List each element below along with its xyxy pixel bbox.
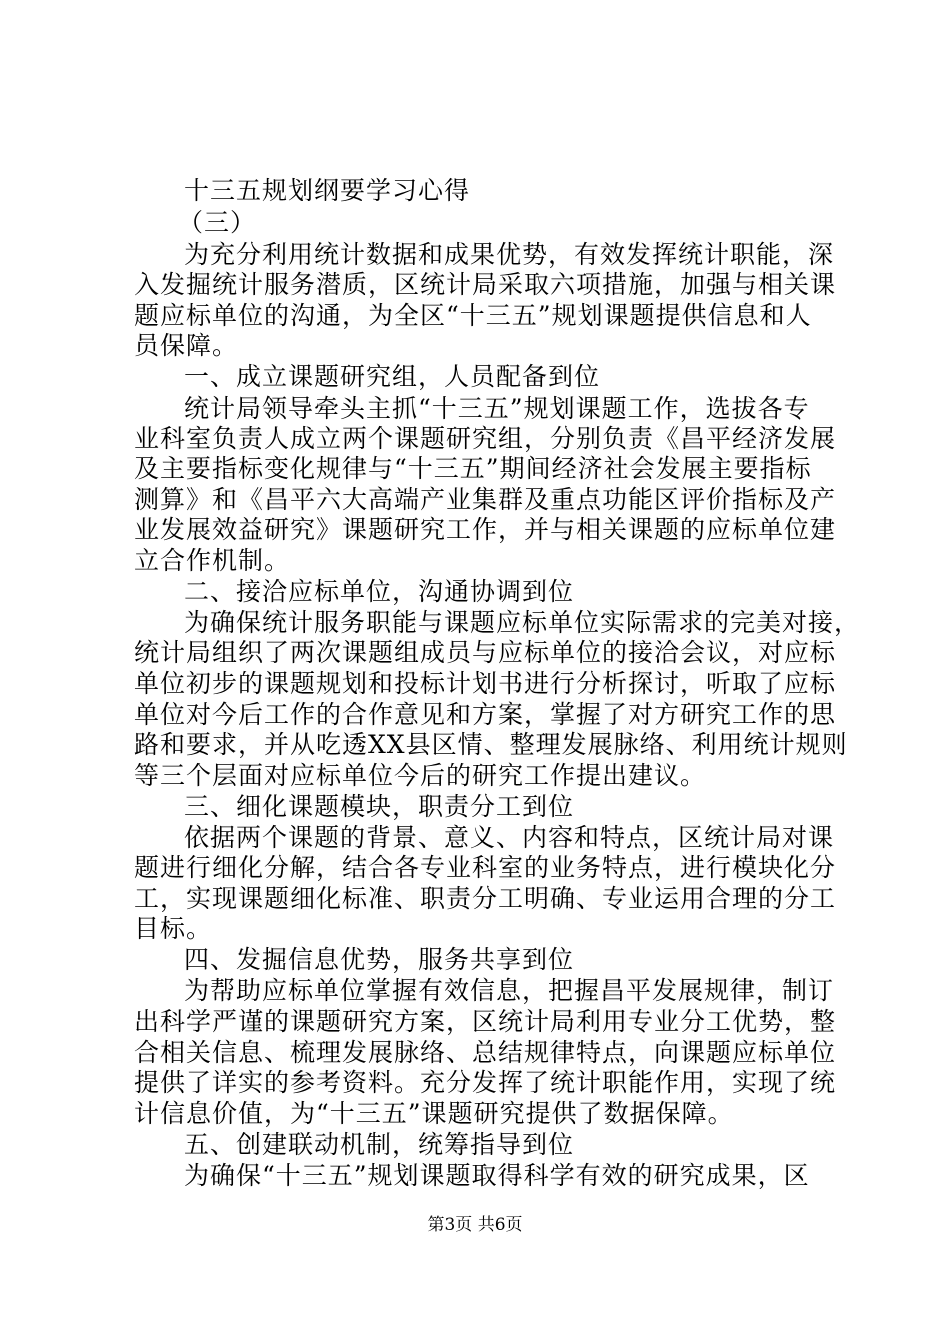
section-heading: 四、发掘信息优势，服务共享到位 — [184, 945, 575, 974]
paragraph-line: 合相关信息、梳理发展脉络、总结规律特点，向课题应标单位 — [134, 1038, 837, 1067]
paragraph-line: 等三个层面对应标单位今后的研究工作提出建议。 — [134, 761, 707, 790]
paragraph-line: 业发展效益研究》课题研究工作，并与相关课题的应标单位建 — [134, 515, 837, 544]
paragraph-line: 及主要指标变化规律与“十三五”期间经济社会发展主要指标 — [134, 454, 812, 483]
section-heading: 一、成立课题研究组，人员配备到位 — [184, 362, 601, 391]
paragraph-line: 单位初步的课题规划和投标计划书进行分析探讨，听取了应标 — [134, 669, 837, 698]
paragraph-line: 出科学严谨的课题研究方案，区统计局利用专业分工优势，整 — [134, 1007, 837, 1036]
paragraph-line: 工，实现课题细化标准、职责分工明确、专业运用合理的分工 — [134, 884, 837, 913]
page-number-footer: 第3页 共6页 — [427, 1215, 523, 1235]
paragraph-line: 题应标单位的沟通，为全区“十三五”规划课题提供信息和人 — [134, 301, 812, 330]
paragraph-line: 路和要求，并从吃透XX县区情、整理发展脉络、利用统计规则 — [134, 730, 848, 759]
paragraph-line: 目标。 — [134, 914, 213, 943]
paragraph-line: 题进行细化分解，结合各专业科室的业务特点，进行模块化分 — [134, 853, 837, 882]
paragraph-line: 入发掘统计服务潜质，区统计局采取六项措施，加强与相关课 — [134, 270, 837, 299]
paragraph-line: 测算》和《昌平六大高端产业集群及重点功能区评价指标及产 — [134, 485, 837, 514]
paragraph-line: 为确保“十三五”规划课题取得科学有效的研究成果，区 — [184, 1161, 810, 1190]
paragraph-line: 统计局领导牵头主抓“十三五”规划课题工作，选拔各专 — [184, 394, 810, 423]
document-subtitle: （三） — [178, 208, 257, 237]
paragraph-line: 业科室负责人成立两个课题研究组，分别负责《昌平经济发展 — [134, 424, 837, 453]
paragraph-line: 为确保统计服务职能与课题应标单位实际需求的完美对接， — [184, 608, 861, 637]
section-heading: 三、细化课题模块，职责分工到位 — [184, 792, 575, 821]
paragraph-line: 为帮助应标单位掌握有效信息，把握昌平发展规律，制订 — [184, 976, 835, 1005]
document-title: 十三五规划纲要学习心得 — [184, 176, 471, 205]
paragraph-line: 依据两个课题的背景、意义、内容和特点，区统计局对课 — [184, 823, 835, 852]
section-heading: 二、接洽应标单位，沟通协调到位 — [184, 577, 575, 606]
paragraph-line: 员保障。 — [134, 331, 239, 360]
section-heading: 五、创建联动机制，统筹指导到位 — [184, 1130, 575, 1159]
paragraph-line: 立合作机制。 — [134, 546, 291, 575]
paragraph-line: 统计局组织了两次课题组成员与应标单位的接洽会议，对应标 — [134, 638, 837, 667]
paragraph-line: 提供了详实的参考资料。充分发挥了统计职能作用，实现了统 — [134, 1068, 837, 1097]
paragraph-line: 为充分利用统计数据和成果优势，有效发挥统计职能，深 — [184, 240, 835, 269]
paragraph-line: 计信息价值，为“十三五”课题研究提供了数据保障。 — [134, 1099, 734, 1128]
paragraph-line: 单位对今后工作的合作意见和方案，掌握了对方研究工作的思 — [134, 700, 837, 729]
